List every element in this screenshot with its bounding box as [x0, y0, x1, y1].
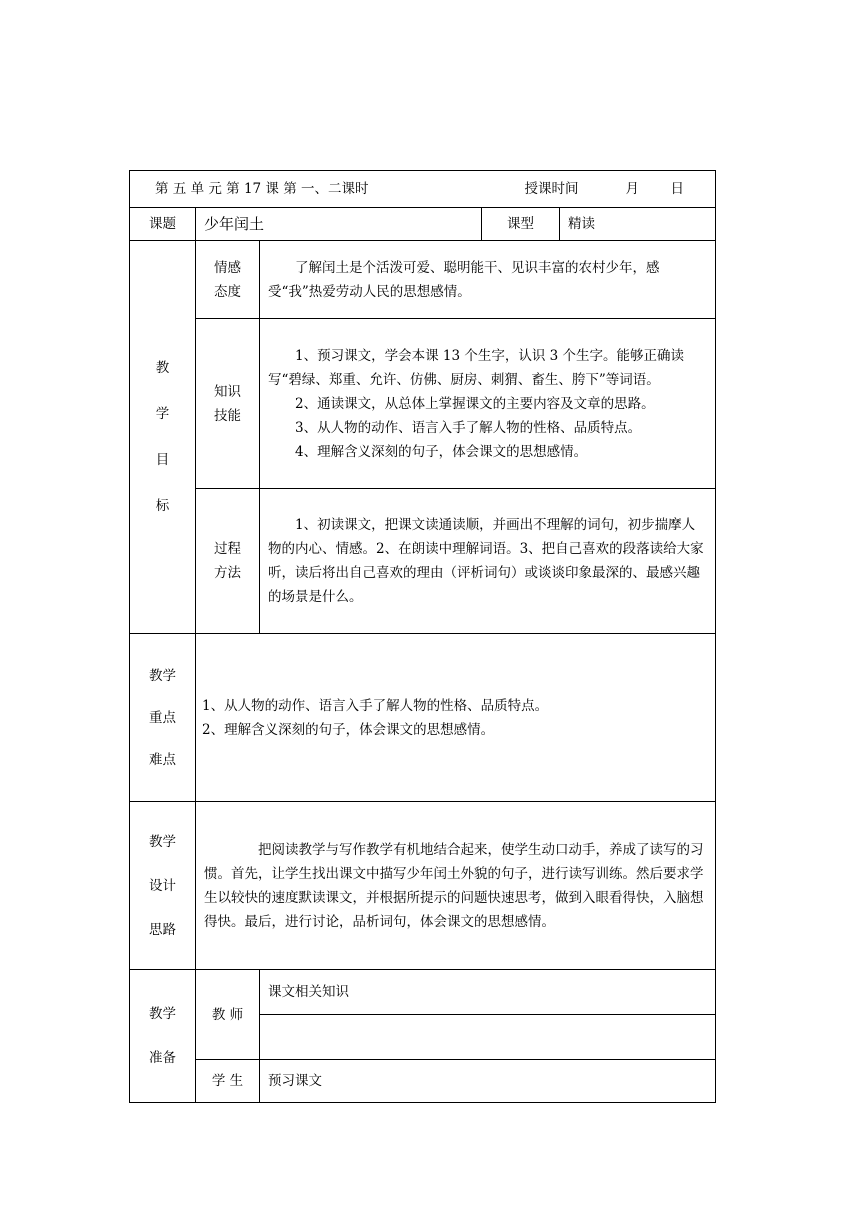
key-points-cell	[196, 634, 716, 802]
preparation-label-line: 教学	[149, 1006, 176, 1022]
process-label-line: 方法	[214, 565, 241, 581]
knowledge-item: 1、预习课文，学会本课 13 个生字，认识 3 个生字。能够正确读写“碧绿、郑重、允许、仿佛、厨房、刺猬、畜生、胯下”等词语。	[268, 347, 685, 388]
key-points-label-line: 难点	[149, 751, 176, 768]
teacher-value: 课文相关知识	[260, 970, 716, 1015]
key-points-label	[130, 634, 196, 802]
month-label: 月	[625, 181, 639, 197]
process-label	[196, 489, 260, 634]
student-label: 学 生	[196, 1060, 260, 1103]
knowledge-label-line: 知识	[214, 383, 241, 400]
emotion-cell	[260, 241, 716, 319]
key-points-label-line: 教学	[149, 667, 176, 684]
lesson-info: 第 五 单 元 第 17 课 第 一、二课时	[155, 181, 369, 197]
preparation-label-line: 准备	[149, 1050, 176, 1066]
topic-value: 少年闰土	[196, 208, 482, 241]
process-cell	[260, 489, 716, 634]
objectives-label-char: 教	[155, 360, 170, 376]
objectives-label-char: 标	[155, 498, 170, 514]
lesson-time-label: 授课时间	[524, 181, 579, 197]
key-points-label-line: 重点	[149, 709, 176, 726]
emotion-label	[196, 241, 260, 319]
design-cell	[196, 802, 716, 970]
design-label-line: 设计	[149, 877, 176, 894]
key-point-item: 1、从人物的动作、语言入手了解人物的性格、品质特点。	[202, 697, 549, 714]
design-text: 把阅读教学与写作教学有机地结合起来，使学生动口动手，养成了读写的习惯。首先，让学生找出课文中描写少年闰土外貌的句子，进行读写训练。然后要求学生以较快的速度默读课文，并根据所提示的问题快速思考，做到入眼看得快，入脑想得快。最后，进行讨论，品析词句，体会课文的思想感情。	[204, 841, 704, 930]
preparation-label	[130, 970, 196, 1103]
design-label-line: 思路	[149, 921, 176, 938]
emotion-text: 了解闰土是个活泼可爱、聪明能干、见识丰富的农村少年，感受“我”热爱劳动人民的思想感情。	[268, 259, 660, 300]
lesson-type-label: 课型	[482, 208, 560, 241]
header-row	[130, 171, 716, 208]
process-text: 1、初读课文，把课文读通读顺，并画出不理解的词句，初步揣摩人物的内心、情感。2、在朗读中理解词语。3、把自己喜欢的段落读给大家听，读后将出自己喜欢的理由（评析词句）或谈谈印象最深的、最感兴趣的场景是什么。	[268, 517, 704, 605]
lesson-plan-table	[129, 170, 716, 1103]
key-point-item: 2、理解含义深刻的句子，体会课文的思想感情。	[202, 721, 495, 738]
design-label	[130, 802, 196, 970]
topic-label: 课题	[130, 208, 196, 241]
day-label: 日	[670, 181, 684, 197]
knowledge-item: 4、理解含义深刻的句子，体会课文的思想感情。	[295, 443, 588, 460]
knowledge-item: 3、从人物的动作、语言入手了解人物的性格、品质特点。	[295, 419, 642, 436]
process-label-line: 过程	[214, 541, 241, 557]
knowledge-cell	[260, 319, 716, 489]
teacher-label: 教 师	[196, 970, 260, 1060]
emotion-label-line: 情感	[214, 259, 241, 276]
knowledge-label	[196, 319, 260, 489]
knowledge-item: 2、通读课文，从总体上掌握课文的主要内容及文章的思路。	[295, 395, 655, 412]
student-value: 预习课文	[260, 1060, 716, 1103]
emotion-label-line: 态度	[214, 283, 241, 300]
objectives-label-char: 学	[155, 406, 170, 422]
objectives-label-char: 目	[155, 452, 170, 468]
teacher-empty-cell	[260, 1015, 716, 1060]
objectives-label	[130, 241, 196, 634]
lesson-type-value: 精读	[560, 208, 716, 241]
knowledge-label-line: 技能	[214, 407, 241, 424]
design-label-line: 教学	[149, 833, 176, 850]
